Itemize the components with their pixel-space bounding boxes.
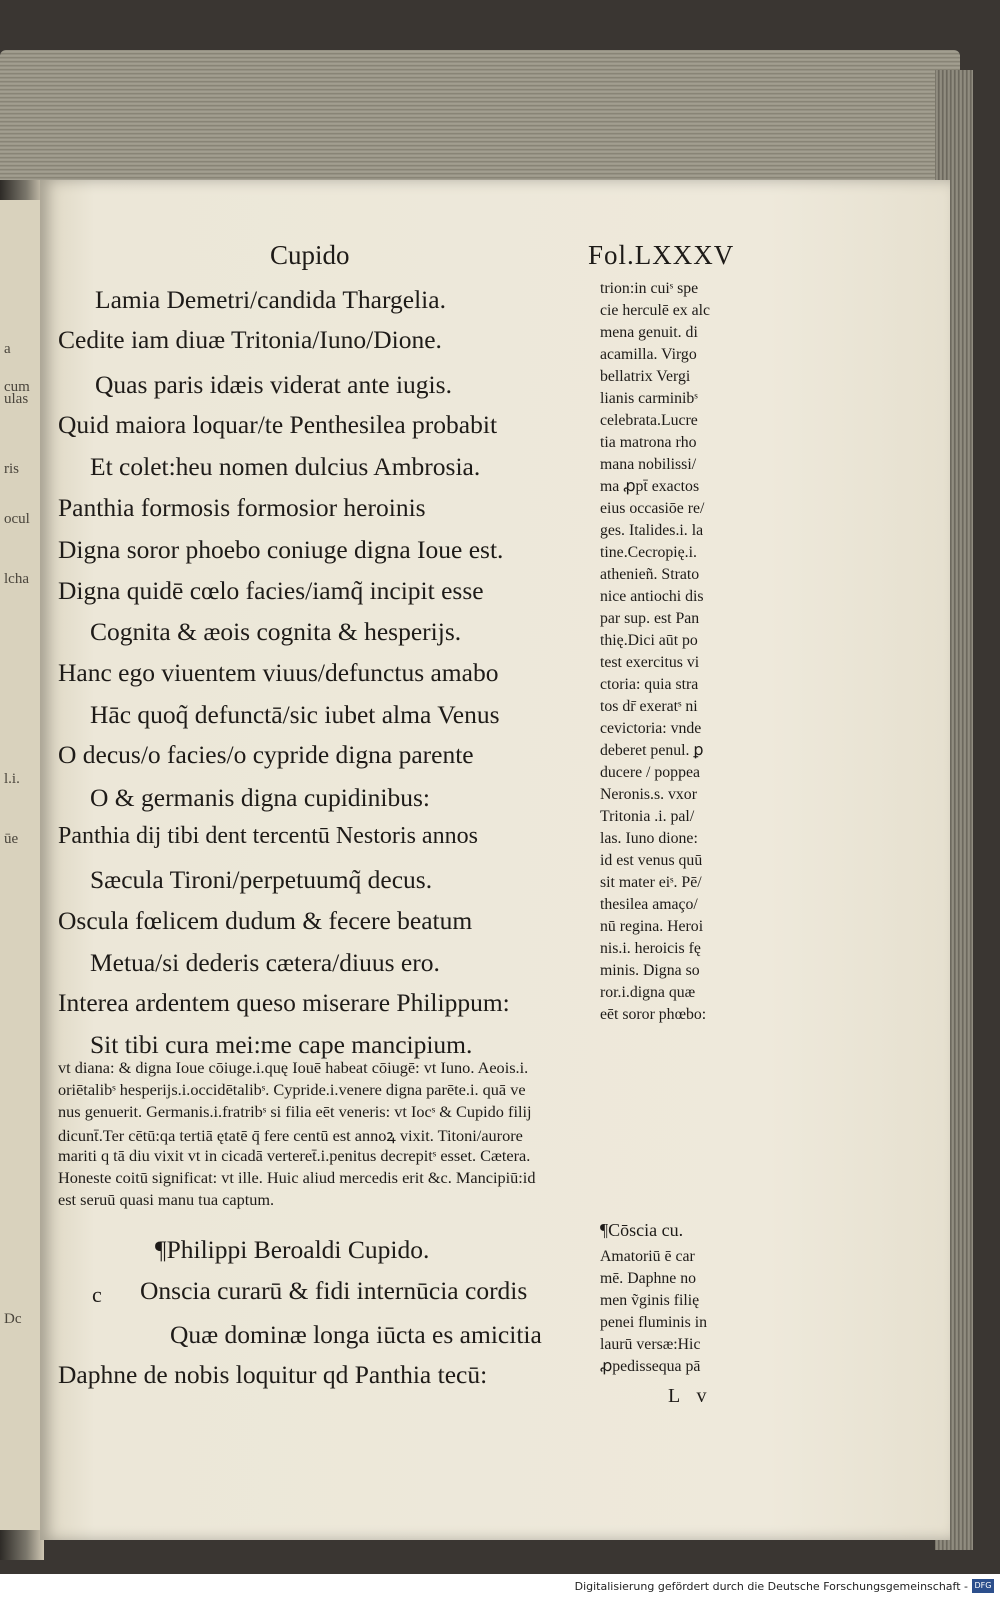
verse-line: Quas paris idæis viderat ante iugis.: [95, 370, 452, 399]
left-fragment: ocul: [4, 511, 30, 527]
gloss-line: id est venus quū: [600, 852, 703, 869]
verse-line: Cognita & æois cognita & hesperijs.: [90, 617, 462, 646]
gloss-line: tine.Cecropię.i.: [600, 544, 697, 561]
book-page: [40, 180, 950, 1540]
gloss-line: nis.i. heroicis fę: [600, 940, 701, 957]
gloss-line: test exercitus vi: [600, 654, 700, 671]
book-top-edge: [0, 50, 960, 190]
verse-line: Hanc ego viuentem viuus/defunctus amabo: [58, 658, 499, 687]
gloss-line: Tritonia .i. pal/: [600, 808, 695, 825]
poem2-line: Daphne de nobis loquitur qd Panthia tecū:: [58, 1360, 488, 1389]
verse-line: Metua/si dederis cætera/diuus ero.: [90, 948, 440, 977]
gloss-line: eēt soror phœbo:: [600, 1006, 707, 1023]
gloss-line: ror.i.digna quæ: [600, 984, 696, 1001]
folio-number: Fol.LXXXV: [588, 240, 735, 270]
gloss-line: trion:in cuiˢ spe: [600, 280, 699, 297]
verse-line: Interea ardentem queso miserare Philippum:: [58, 988, 510, 1017]
gloss-line: mē. Daphne no: [600, 1270, 697, 1287]
gloss-line: laurū versæ:Hic: [600, 1336, 701, 1353]
running-title: Cupido: [270, 240, 350, 270]
gloss-line: nū regina. Heroi: [600, 918, 704, 935]
pilcrow-icon: ¶: [155, 1235, 167, 1264]
gloss-line: Neronis.s. vxor: [600, 786, 697, 803]
gloss-line: ducere / poppea: [600, 764, 700, 781]
commentary-line: dicunt̄.Ter cētū:qa tertiā ętatē q̄ fere centū est annoꝝ vixit. Titoni/aurore: [58, 1126, 523, 1145]
commentary-line: nus genuerit. Germanis.i.fratribˢ si filia eēt veneris: vt Iocˢ & Cupido filij: [58, 1102, 532, 1121]
gloss-line: ctoria: quia stra: [600, 676, 699, 693]
gloss2-lemma-text: Cōscia cu.: [608, 1220, 684, 1240]
left-fragment: ūe: [4, 831, 19, 847]
gloss-line: Amatoriū ē car: [600, 1248, 695, 1265]
verse-line: Sit tibi cura mei:me cape mancipium.: [90, 1030, 473, 1059]
guide-letter: c: [92, 1282, 102, 1307]
gloss-line: acamilla. Virgo: [600, 346, 697, 363]
footer-bar: [0, 1574, 1000, 1611]
gloss-line: eius occasiōe re/: [600, 500, 705, 517]
left-fragment: a cum: [4, 341, 30, 395]
commentary-line: vt diana: & digna Ioue cōiuge.i.quę Iouē habeat cōiugē: vt Iuno. Aeois.i.: [58, 1058, 529, 1077]
verse-line: Cedite iam diuæ Tritonia/Iuno/Dione.: [58, 325, 442, 354]
dfg-logo: DFG: [972, 1579, 994, 1593]
poem2-line: Onscia curarū & fidi internūcia cordis: [140, 1276, 528, 1305]
verse-line: Panthia dij tibi dent tercentū Nestoris annos: [58, 823, 478, 849]
gloss-line: mana nobilissi/: [600, 456, 697, 473]
gloss-line: cevictoria: vnde: [600, 720, 702, 737]
verse-line: O decus/o facies/o cypride digna parente: [58, 740, 474, 769]
verse-line: Sæcula Tironi/perpetuumq̃ decus.: [90, 865, 433, 894]
signature-mark: L v: [668, 1385, 713, 1407]
footer-credit: Digitalisierung gefördert durch die Deutsche Forschungsgemeinschaft -: [574, 1580, 968, 1593]
gloss-line: men ṽginis filię: [600, 1292, 700, 1309]
poem2-title-text: Philippi Beroaldi Cupido.: [166, 1235, 430, 1264]
poem2-title: [155, 1235, 429, 1265]
gloss-line: minis. Digna so: [600, 962, 700, 979]
verse-line: Hāc quoq̃ defunctā/sic iubet alma Venus: [90, 700, 500, 729]
gloss-line: las. Iuno dione:: [600, 830, 698, 847]
gloss-line: lianis carminibˢ: [600, 390, 698, 407]
gloss-line: mena genuit. di: [600, 324, 698, 341]
poem2-line: Quæ dominæ longa iūcta es amicitia: [170, 1320, 542, 1349]
gloss-line: athenieñ. Strato: [600, 566, 700, 583]
commentary-line: Honeste coitū significat: vt ille. Huic aliud mercedis erit &c. Mancipiū:id: [58, 1168, 536, 1187]
left-fragment: lcha: [4, 571, 29, 587]
verse-line: Lamia Demetri/candida Thargelia.: [95, 285, 446, 314]
gloss-line: sit mater eiˢ. Pē/: [600, 874, 702, 891]
gloss-line: ges. Italides.i. la: [600, 522, 704, 539]
verse-line: Oscula fœlicem dudum & fecere beatum: [58, 906, 473, 935]
pilcrow-icon: ¶: [600, 1220, 609, 1240]
gloss-line: tia matrona rho: [600, 434, 697, 451]
gloss-line: deberet penul. ꝑ: [600, 742, 704, 759]
left-fragment: Dc: [4, 1311, 22, 1327]
verse-line: Digna quidē cœlo facies/iamq̃ incipit esse: [58, 576, 484, 605]
left-fragment: l.i.: [4, 771, 20, 787]
verse-line: Et colet:heu nomen dulcius Ambrosia.: [90, 452, 481, 481]
commentary-line: oriētalibˢ hesperijs.i.occidētalibˢ. Cypride.i.venere digna parēte.i. quā ve: [58, 1080, 526, 1099]
gloss-line: ꝓpedissequa pā: [600, 1358, 701, 1375]
verse-line: O & germanis digna cupidinibus:: [90, 783, 430, 812]
commentary-line: est seruū quasi manu tua captum.: [58, 1190, 275, 1209]
gloss-line: par sup. est Pan: [600, 610, 700, 627]
gloss-line: celebrata.Lucre: [600, 412, 698, 429]
gloss-line: thię.Dici aūt po: [600, 632, 698, 649]
verse-line: Quid maiora loquar/te Penthesilea probabit: [58, 410, 498, 439]
verse-line: Digna soror phoebo coniuge digna Ioue est.: [58, 535, 504, 564]
verse-line: Panthia formosis formosior heroinis: [58, 493, 426, 522]
gloss-line: ma ꝓpt̄ exactos: [600, 478, 700, 495]
left-page-sliver: [0, 200, 40, 1530]
left-fragment: ulas: [4, 391, 29, 407]
gloss-line: tos dr̄ exeratˢ ni: [600, 698, 698, 715]
commentary-line: mariti q tā diu vixit vt in cicadā verteret̄.i.penitus decrepitˢ esset. Cætera.: [58, 1146, 531, 1165]
left-fragment: ris: [4, 461, 19, 477]
gloss2-lemma: [600, 1220, 683, 1241]
gloss-line: bellatrix Vergi: [600, 368, 691, 385]
gloss-line: cie herculē ex alc: [600, 302, 711, 319]
gloss-line: thesilea amaço/: [600, 896, 698, 913]
gloss-line: penei fluminis in: [600, 1314, 708, 1331]
gloss-line: nice antiochi dis: [600, 588, 704, 605]
